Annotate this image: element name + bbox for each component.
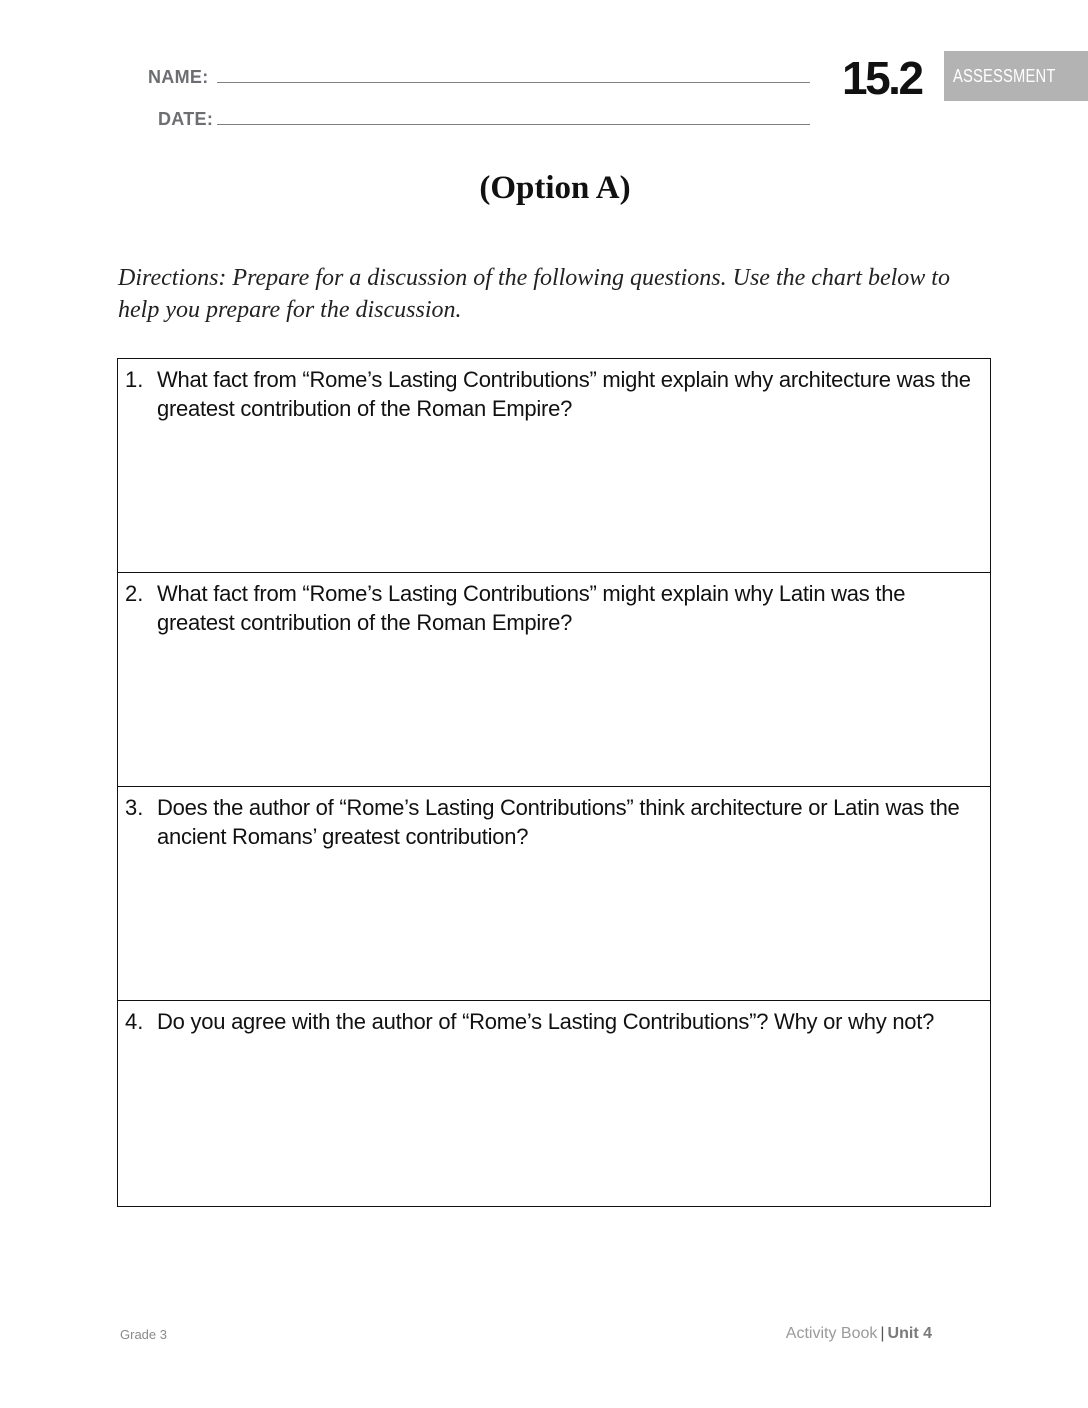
date-line[interactable] [217,124,810,125]
directions: Directions: Prepare for a discussion of the following questions. Use the chart below to help you prepare for the discussion. [118,265,950,323]
question-row[interactable] [118,787,990,1001]
footer-unit: Unit 4 [887,1325,932,1342]
question-text: What fact from “Rome’s Lasting Contributions” might explain why Latin was the greatest contribution of the Roman Empire? [157,581,906,635]
footer-grade: Grade 3 [120,1327,167,1342]
question-number: 2. [125,581,144,606]
name-label: NAME: [148,67,209,87]
footer-separator: | [880,1325,885,1342]
question-number: 4. [125,1009,144,1034]
date-label: DATE: [158,109,214,129]
lesson-number: 15.2 [842,52,922,104]
question-number: 1. [125,367,144,392]
question-chart [117,358,991,1207]
footer-book [786,1325,932,1343]
footer-book-title: Activity Book [785,1325,878,1342]
name-line[interactable] [217,82,810,83]
question-row[interactable] [118,359,990,573]
question-text: Does the author of “Rome’s Lasting Contributions” think architecture or Latin was the ancient Romans’ greatest contribution? [157,795,960,849]
question-row[interactable] [118,1001,990,1206]
question-text: What fact from “Rome’s Lasting Contributions” might explain why architecture was the greatest contribution of the Roman Empire? [157,367,971,421]
assessment-label: ASSESSMENT [953,66,1056,86]
question-text: Do you agree with the author of “Rome’s Lasting Contributions”? Why or why not? [157,1009,935,1034]
question-row[interactable] [118,573,990,787]
page-title: (Option A) [479,170,631,206]
question-number: 3. [125,795,144,820]
